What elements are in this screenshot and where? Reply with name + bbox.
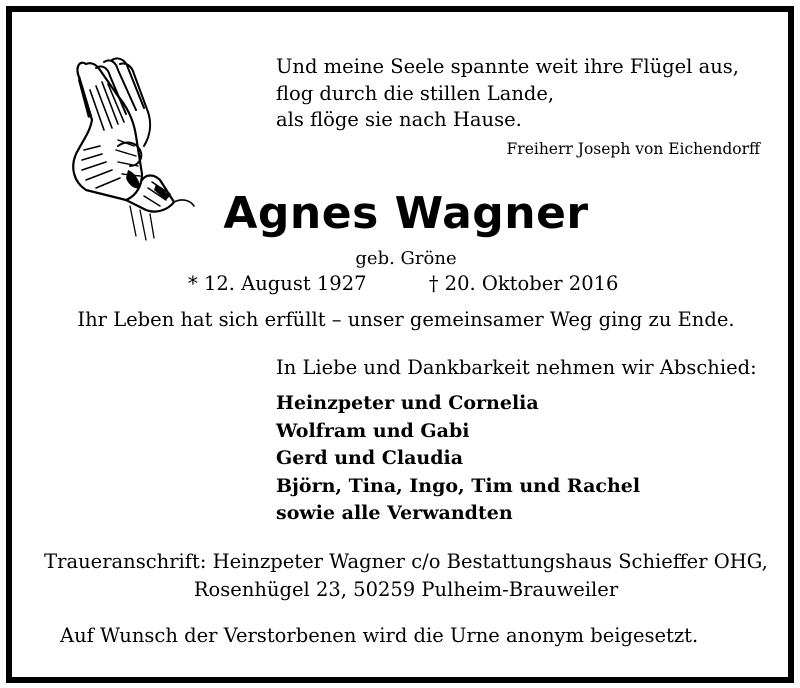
mourner-name: Björn, Tina, Ingo, Tim und Rachel: [276, 474, 641, 497]
poem-verse: [276, 54, 739, 134]
mourner-name: Heinzpeter und Cornelia: [276, 392, 539, 414]
address-line: Traueranschrift: Heinzpeter Wagner c/o Bestattungshaus Schieffer OHG,: [44, 550, 768, 573]
obituary-notice: [6, 6, 794, 683]
poem-line: als flöge sie nach Hause.: [276, 108, 522, 131]
urn-note: Auf Wunsch der Verstorbenen wird die Urne anonym beigesetzt.: [60, 624, 699, 647]
mourning-address: [12, 548, 794, 604]
birth-date: * 12. August 1927: [188, 272, 367, 295]
mourner-name: Gerd und Claudia: [276, 447, 464, 469]
tagline: Ihr Leben hat sich erfüllt – unser gemeinsamer Weg ging zu Ende.: [77, 308, 735, 331]
life-dates: [188, 272, 618, 295]
deceased-name: Agnes Wagner: [223, 188, 589, 239]
death-date: † 20. Oktober 2016: [428, 272, 619, 295]
farewell-line: In Liebe und Dankbarkeit nehmen wir Abschied:: [276, 356, 757, 379]
mourner-name: Wolfram und Gabi: [276, 419, 470, 442]
poem-author: Freiherr Joseph von Eichendorff: [506, 140, 760, 158]
mourner-name: sowie alle Verwandten: [276, 502, 513, 524]
mourner-list: [276, 390, 640, 528]
poem-line: Und meine Seele spannte weit ihre Flügel aus,: [276, 55, 739, 78]
address-line: Rosenhügel 23, 50259 Pulheim-Brauweiler: [193, 578, 619, 601]
birth-name: geb. Gröne: [355, 248, 457, 269]
poem-line: flog durch die stillen Lande,: [276, 81, 555, 105]
